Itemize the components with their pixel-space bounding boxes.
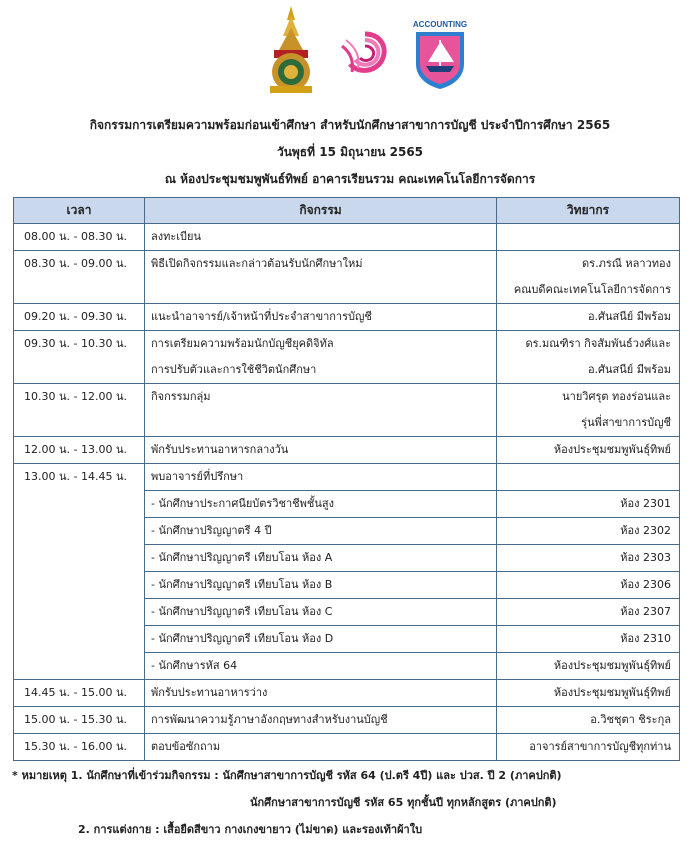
- document-venue: ณ ห้องประชุมชมพูพันธ์ทิพย์ อาคารเรียนรวม คณะเทคโนโลยีการจัดการ: [164, 172, 536, 186]
- row-time: 15.00 น. - 15.30 น.: [24, 713, 127, 726]
- advisor-room: ห้องประชุมชมพูพันธุ์ทิพย์: [553, 659, 671, 672]
- row-speaker: [503, 224, 671, 250]
- row-speaker: อ.วิชชุตา ชิระกุล: [590, 713, 671, 726]
- row-speaker: นายวิศรุต ทองร่อนและ: [562, 390, 671, 403]
- document-date: วันพุธที่ 15 มิถุนายน 2565: [276, 145, 424, 159]
- header-time: เวลา: [14, 198, 145, 224]
- row-time: 10.30 น. - 12.00 น.: [24, 390, 127, 403]
- row-activity: พักรับประทานอาหารกลางวัน: [151, 443, 289, 456]
- row-speaker: อ.ศันสนีย์ มีพร้อม: [587, 310, 671, 323]
- advisor-room: ห้อง 2302: [620, 524, 671, 537]
- advisor-group: - นักศึกษาปริญญาตรี เทียบโอน ห้อง D: [151, 632, 334, 645]
- document-title: กิจกรรมการเตรียมความพร้อมก่อนเข้าศึกษา สำหรับนักศึกษาสาขาการบัญชี ประจำปีการศึกษา 2565: [89, 118, 611, 132]
- table-row: [14, 734, 680, 761]
- row-speaker: อ.ศันสนีย์ มีพร้อม: [587, 363, 671, 376]
- row-activity: การพัฒนาความรู้ภาษาอังกฤษทางสำหรับงานบัญชี: [151, 713, 388, 726]
- row-activity: ลงทะเบียน: [151, 230, 201, 243]
- advisor-group: - นักศึกษารหัส 64: [151, 659, 238, 672]
- row-activity: การปรับตัวและการใช้ชีวิตนักศึกษา: [151, 363, 317, 376]
- row-speaker: ดร.มณฑิรา กิจสัมพันธ์วงศ์และ: [525, 337, 671, 350]
- row-time: 13.00 น. - 14.45 น.: [24, 470, 127, 483]
- table-row: [14, 224, 680, 251]
- row-activity: แนะนำอาจารย์/เจ้าหน้าที่ประจำสาขาการบัญชี: [151, 310, 372, 323]
- pink-swirl-logo: [336, 26, 394, 84]
- advisor-room: ห้อง 2306: [620, 578, 671, 591]
- note-participants: * หมายเหตุ 1. นักศึกษาที่เข้าร่วมกิจกรรม : นักศึกษาสาขาการบัญชี รหัส 64 (ป.ตรี 4ปี) และ ปวส. ปี 2 (ภาคปกติ): [12, 769, 562, 782]
- row-speaker-title: คณบดีคณะเทคโนโลยีการจัดการ: [513, 283, 671, 296]
- row-time: 08.30 น. - 09.00 น.: [24, 257, 127, 270]
- row-speaker: ดร.ภรณี หลาวทอง: [582, 257, 671, 270]
- advisor-group: - นักศึกษาปริญญาตรี 4 ปี: [151, 524, 272, 537]
- table-row: [14, 304, 680, 331]
- row-speaker: รุ่นพี่สาขาการบัญชี: [581, 416, 671, 429]
- row-time: 14.45 น. - 15.00 น.: [24, 686, 127, 699]
- university-seal-logo: [268, 6, 314, 94]
- table-row: [14, 707, 680, 734]
- advisor-group: - นักศึกษาประกาศนียบัตรวิชาชีพชั้นสูง: [151, 497, 334, 510]
- advisor-group: - นักศึกษาปริญญาตรี เทียบโอน ห้อง A: [151, 551, 333, 564]
- row-speaker: ห้องประชุมชมพูพันธุ์ทิพย์: [553, 443, 671, 456]
- row-time: 12.00 น. - 13.00 น.: [24, 443, 127, 456]
- row-time: 09.30 น. - 10.30 น.: [24, 337, 127, 350]
- note-dress-code: 2. การแต่งกาย : เสื้อยืดสีขาว กางเกงขายาว (ไม่ขาด) และรองเท้าผ้าใบ: [78, 823, 423, 836]
- accounting-ship-logo: [410, 18, 470, 90]
- row-activity: ตอบข้อซักถาม: [151, 740, 221, 753]
- row-activity: พิธีเปิดกิจกรรมและกล่าวต้อนรับนักศึกษาใหม่: [151, 257, 363, 270]
- row-activity: การเตรียมความพร้อมนักบัญชียุคดิจิทัล: [151, 337, 334, 350]
- header-activity: กิจกรรม: [145, 198, 497, 224]
- row-time: 08.00 น. - 08.30 น.: [24, 230, 127, 243]
- advisor-room: ห้อง 2307: [620, 605, 671, 618]
- row-speaker: ห้องประชุมชมพูพันธุ์ทิพย์: [553, 686, 671, 699]
- row-time: 09.20 น. - 09.30 น.: [24, 310, 127, 323]
- header-speaker: วิทยากร: [497, 198, 680, 224]
- advisor-room: ห้อง 2310: [620, 632, 671, 645]
- schedule-table: [13, 197, 680, 761]
- table-row: [14, 331, 680, 384]
- table-row: [14, 437, 680, 464]
- table-header-row: [14, 198, 680, 224]
- table-row: [14, 680, 680, 707]
- row-activity: กิจกรรมกลุ่ม: [151, 390, 211, 403]
- logo-bar: [0, 6, 695, 96]
- row-speaker: อาจารย์สาขาการบัญชีทุกท่าน: [529, 740, 671, 753]
- row-activity: พักรับประทานอาหารว่าง: [151, 686, 268, 699]
- advisor-group: - นักศึกษาปริญญาตรี เทียบโอน ห้อง B: [151, 578, 333, 591]
- advisor-group: - นักศึกษาปริญญาตรี เทียบโอน ห้อง C: [151, 605, 333, 618]
- svg-text:ACCOUNTING: ACCOUNTING: [412, 20, 468, 29]
- row-activity: พบอาจารย์ที่ปรึกษา: [151, 470, 244, 483]
- table-row-advisor-title: [14, 464, 680, 491]
- advisor-room: ห้อง 2301: [620, 497, 671, 510]
- table-row: [14, 384, 680, 437]
- row-time: 15.30 น. - 16.00 น.: [24, 740, 127, 753]
- table-row: [14, 251, 680, 304]
- note-participants-cont: นักศึกษาสาขาการบัญชี รหัส 65 ทุกชั้นปี ทุกหลักสูตร (ภาคปกติ): [250, 796, 557, 809]
- advisor-room: ห้อง 2303: [620, 551, 671, 564]
